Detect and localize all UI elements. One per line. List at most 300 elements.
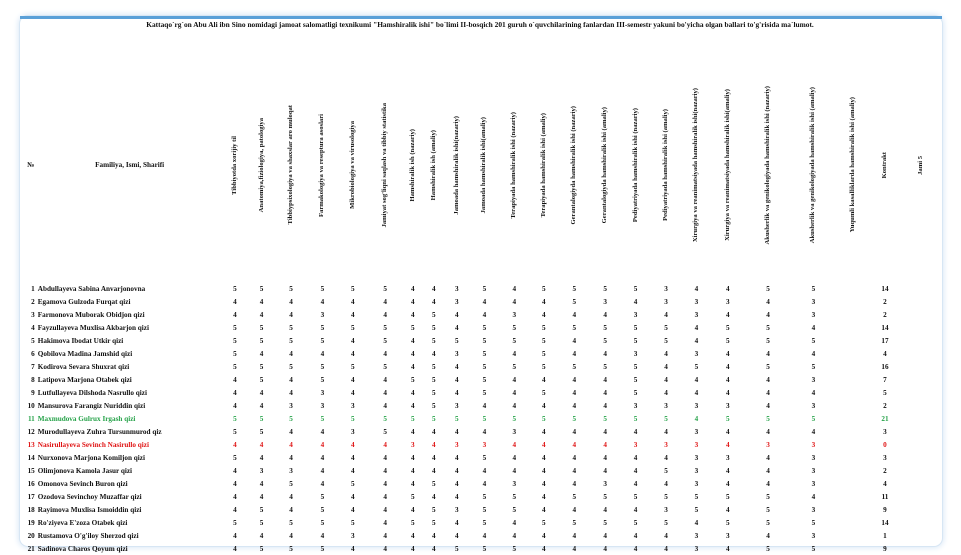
- grade-cell: 5: [512, 323, 517, 332]
- grade-cell: 3: [454, 505, 459, 514]
- grade-cell: 5: [482, 362, 487, 371]
- grade-cell: 4: [633, 479, 638, 488]
- table-row: [24, 308, 942, 321]
- grade-cell: 5: [512, 362, 517, 371]
- grade-cell: 4: [766, 375, 770, 384]
- grade-cell: 4: [410, 284, 415, 293]
- header-subject-label: Terapiyada hamshiralik ishi (amaliy): [539, 112, 547, 218]
- grade-cell: 3: [351, 401, 355, 410]
- grade-cell: 4: [512, 375, 517, 384]
- grade-cell: 4: [766, 531, 770, 540]
- header-subject-label: Pediyatriyada hamshiralik ishi (amaliy): [661, 109, 669, 221]
- grade-cell: 4: [766, 479, 770, 488]
- total-cell: 2: [883, 297, 887, 306]
- grade-cell: 3: [694, 544, 699, 553]
- grade-cell: 5: [766, 284, 770, 293]
- header-subject-wrap: [275, 48, 307, 282]
- header-subject-label: Hamshiralik ish (amaliy): [429, 129, 437, 201]
- grade-cell: 5: [320, 518, 325, 527]
- grade-cell: 4: [259, 310, 264, 319]
- grade-cell: 3: [694, 453, 699, 462]
- grade-cell: 5: [320, 284, 325, 293]
- grade-cell: 3: [725, 297, 730, 306]
- grade-cell: 4: [410, 388, 415, 397]
- grade-cell: 3: [454, 349, 459, 358]
- row-number: 9: [31, 388, 35, 397]
- grade-cell: 4: [410, 310, 415, 319]
- grade-cell: 4: [432, 453, 436, 462]
- grade-cell: 5: [259, 414, 264, 423]
- header-subject: [620, 48, 650, 282]
- grade-cell: [835, 425, 871, 438]
- total-cell: 4: [883, 349, 887, 358]
- header-subject-label: Farmakologiya va reseptura asoslari: [318, 113, 326, 217]
- grade-cell: 4: [233, 505, 237, 514]
- grade-cell: 4: [289, 440, 293, 449]
- grade-cell: 5: [664, 492, 668, 501]
- total-cell: 17: [881, 336, 889, 345]
- row-number: 13: [27, 440, 35, 449]
- header-row: [24, 48, 942, 282]
- grade-cell: 4: [572, 505, 577, 514]
- grade-cell: 5: [233, 284, 237, 293]
- grade-cell: 5: [383, 427, 387, 436]
- grade-cell: 4: [542, 531, 546, 540]
- grade-cell: 5: [694, 362, 699, 371]
- header-subject-wrap: [620, 48, 650, 282]
- grade-cell: 5: [633, 388, 638, 397]
- grade-cell: 5: [694, 505, 699, 514]
- header-subject-wrap: [248, 48, 275, 282]
- student-name: Qobilova Madina Jamshid qizi: [37, 349, 133, 358]
- header-subject-label: Xirurgiya va reanimatsiyada hamshiralik ishi(amaliy): [723, 89, 731, 241]
- grade-cell: 5: [572, 518, 577, 527]
- grade-cell: 4: [766, 310, 770, 319]
- grade-cell: 4: [572, 401, 577, 410]
- grade-cell: 5: [482, 453, 487, 462]
- grade-cell: 5: [664, 518, 668, 527]
- grade-cell: 5: [766, 492, 770, 501]
- header-subject-wrap: [835, 48, 871, 282]
- grade-cell: 4: [351, 349, 355, 358]
- grade-cell: 4: [542, 453, 546, 462]
- student-name: Nurxonova Marjona Komiljon qizi: [37, 453, 145, 462]
- grade-cell: 5: [482, 336, 487, 345]
- grade-cell: 3: [811, 479, 816, 488]
- grade-cell: 4: [259, 440, 264, 449]
- grade-cell: 4: [320, 297, 325, 306]
- header-subject: [275, 48, 307, 282]
- grade-cell: 4: [542, 297, 546, 306]
- total-cell: 3: [883, 453, 887, 462]
- total-cell: 0: [883, 440, 887, 449]
- grade-cell: 4: [694, 518, 699, 527]
- grade-cell: [835, 308, 871, 321]
- grade-cell: 5: [432, 362, 436, 371]
- grade-cell: 5: [432, 518, 436, 527]
- header-subject: [222, 48, 249, 282]
- grade-cell: 4: [664, 310, 668, 319]
- grade-cell: 4: [542, 375, 546, 384]
- grade-cell: 3: [811, 531, 816, 540]
- grade-cell: 4: [766, 388, 770, 397]
- header-subject: [744, 48, 792, 282]
- grade-cell: [835, 295, 871, 308]
- grade-cell: 4: [259, 453, 264, 462]
- grade-cell: 5: [725, 518, 730, 527]
- header-subject-wrap: [529, 48, 558, 282]
- grade-cell: 5: [725, 336, 730, 345]
- grade-cell: 4: [725, 505, 730, 514]
- header-subject-label: Mikrobiologiya va virusologiya: [348, 121, 356, 209]
- grade-cell: 5: [432, 310, 436, 319]
- grade-cell: 5: [482, 505, 487, 514]
- grade-cell: 4: [432, 297, 436, 306]
- row-number: 4: [31, 323, 35, 332]
- header-subject-label: Pediyatriyada hamshiralik ishi (nazariy): [631, 107, 639, 223]
- grade-cell: 4: [410, 531, 415, 540]
- grade-cell: 4: [432, 427, 436, 436]
- grade-cell: 4: [725, 544, 730, 553]
- grade-cell: 4: [432, 531, 436, 540]
- grade-cell: 4: [664, 362, 668, 371]
- grade-cell: 4: [320, 440, 325, 449]
- grade-cell: 5: [259, 362, 264, 371]
- grade-cell: 4: [603, 388, 607, 397]
- grade-cell: 5: [512, 544, 517, 553]
- grade-cell: 4: [233, 310, 237, 319]
- grade-cell: 5: [259, 284, 264, 293]
- grade-cell: 5: [432, 479, 436, 488]
- grade-cell: 3: [259, 466, 264, 475]
- grade-cell: [835, 282, 871, 295]
- grade-cell: 4: [542, 466, 546, 475]
- grade-cell: 3: [482, 440, 487, 449]
- grade-cell: 5: [383, 414, 387, 423]
- total-cell: 1: [883, 531, 887, 540]
- grade-cell: 4: [482, 427, 487, 436]
- grade-cell: 4: [694, 336, 699, 345]
- grade-cell: 4: [633, 297, 638, 306]
- grade-cell: 4: [383, 453, 387, 462]
- grade-cell: 4: [410, 544, 415, 553]
- student-name: Omonova Sevinch Buron qizi: [37, 479, 128, 488]
- row-number: 19: [27, 518, 35, 527]
- header-subject: [651, 48, 681, 282]
- grade-cell: 5: [383, 323, 387, 332]
- grade-cell: 4: [603, 453, 607, 462]
- grade-cell: 3: [725, 453, 730, 462]
- grade-cell: 4: [766, 401, 770, 410]
- grade-cell: 5: [289, 362, 293, 371]
- grade-cell: 4: [320, 479, 325, 488]
- grade-cell: 5: [482, 414, 487, 423]
- grade-cell: 3: [410, 440, 415, 449]
- grade-cell: 4: [351, 505, 355, 514]
- grade-cell: 4: [410, 453, 415, 462]
- grade-cell: 5: [572, 414, 577, 423]
- grade-cell: 4: [572, 466, 577, 475]
- grade-cell: 3: [320, 310, 325, 319]
- grade-cell: 4: [811, 492, 816, 501]
- table-row: [24, 438, 942, 451]
- grade-cell: 4: [383, 375, 387, 384]
- grade-cell: 3: [694, 349, 699, 358]
- row-number: 10: [27, 401, 35, 410]
- grade-cell: 5: [259, 544, 264, 553]
- grade-cell: 4: [233, 375, 237, 384]
- grade-cell: 5: [320, 505, 325, 514]
- header-subject-label: Jamiyat sog'liqni saqlash va tibbiy statistika: [381, 102, 389, 228]
- grade-cell: 4: [233, 401, 237, 410]
- grade-cell: 3: [351, 531, 355, 540]
- grade-cell: 4: [289, 349, 293, 358]
- grade-cell: 5: [351, 479, 355, 488]
- grade-cell: 3: [811, 375, 816, 384]
- header-subject-label: Anatomiya,fiziologiya, patologiya: [257, 117, 265, 213]
- grade-cell: 3: [454, 284, 459, 293]
- grade-cell: [835, 386, 871, 399]
- grade-cell: 4: [512, 453, 517, 462]
- grade-cell: 4: [603, 401, 607, 410]
- grade-cell: 4: [432, 492, 436, 501]
- grade-cell: 5: [633, 375, 638, 384]
- grade-cell: 5: [383, 362, 387, 371]
- grade-cell: 4: [410, 466, 415, 475]
- grade-cell: 5: [633, 492, 638, 501]
- grade-cell: 4: [233, 297, 237, 306]
- grade-cell: 5: [766, 323, 770, 332]
- grade-cell: 3: [664, 401, 668, 410]
- grade-cell: 5: [432, 388, 436, 397]
- grade-cell: 4: [512, 297, 517, 306]
- grade-cell: 4: [289, 297, 293, 306]
- header-subject-label: Hamshiralik ish (nazariy): [408, 128, 416, 202]
- grade-cell: 3: [664, 297, 668, 306]
- grade-cell: 4: [512, 349, 517, 358]
- grade-cell: 4: [694, 388, 699, 397]
- grade-cell: 5: [811, 362, 816, 371]
- grade-cell: [835, 438, 871, 451]
- grade-cell: 3: [633, 310, 638, 319]
- grade-cell: 4: [383, 440, 387, 449]
- grade-cell: 5: [572, 323, 577, 332]
- row-number: 14: [27, 453, 35, 462]
- grade-cell: 4: [512, 284, 517, 293]
- grade-cell: 5: [320, 492, 325, 501]
- grade-cell: 4: [572, 336, 577, 345]
- grade-cell: 4: [811, 388, 816, 397]
- grade-cell: 4: [454, 479, 459, 488]
- grade-cell: 4: [811, 349, 816, 358]
- header-subject-label: Akusherlik va genikologiyada hamshiralik ishi (amaliy): [809, 86, 817, 244]
- total-cell: 14: [881, 284, 889, 293]
- grade-cell: 4: [320, 466, 325, 475]
- total-cell: 21: [881, 414, 889, 423]
- student-name: Maxmudova Gulrux Irgash qizi: [37, 414, 136, 423]
- grade-cell: 3: [320, 401, 325, 410]
- grade-cell: 4: [482, 531, 487, 540]
- grade-cell: 4: [289, 531, 293, 540]
- grade-cell: [835, 360, 871, 373]
- header-subject-label: Kontrakt: [880, 151, 888, 179]
- grade-cell: 4: [572, 479, 577, 488]
- grade-cell: 5: [289, 284, 293, 293]
- grade-cell: 4: [383, 544, 387, 553]
- grade-cell: 5: [542, 349, 546, 358]
- table-row: [24, 399, 942, 412]
- grade-cell: 4: [432, 440, 436, 449]
- header-subject-label: Yuqumli kasalliklarda hamshiralik ishi (amaliy): [848, 97, 856, 233]
- grade-cell: 4: [454, 375, 459, 384]
- grade-cell: 5: [482, 323, 487, 332]
- grade-cell: 4: [633, 544, 638, 553]
- header-subject-label: Gerantalogiyda hamshiralik ishi (nazariy): [570, 105, 578, 225]
- header-subject-wrap: [500, 48, 529, 282]
- grades-table: [24, 48, 942, 555]
- grade-cell: 5: [482, 388, 487, 397]
- grade-cell: 3: [811, 310, 816, 319]
- grade-cell: 4: [233, 479, 237, 488]
- grade-cell: 4: [572, 310, 577, 319]
- grade-cell: 4: [542, 427, 546, 436]
- header-subject-wrap: [307, 48, 337, 282]
- grade-cell: 5: [633, 414, 638, 423]
- grade-cell: 4: [512, 401, 517, 410]
- grade-cell: 5: [454, 414, 459, 423]
- row-number: 1: [31, 284, 35, 293]
- grade-cell: 5: [482, 518, 487, 527]
- header-subject-wrap: [792, 48, 835, 282]
- total-cell: 4: [883, 479, 887, 488]
- grade-cell: 5: [259, 323, 264, 332]
- row-number: 6: [31, 349, 35, 358]
- grade-cell: 4: [383, 297, 387, 306]
- student-name: Sadinova Charos Qoyum qizi: [37, 544, 128, 553]
- grade-cell: 4: [259, 297, 264, 306]
- header-subject: [402, 48, 423, 282]
- student-name: Hakimova Ibodat Utkir qizi: [37, 336, 124, 345]
- grade-cell: 4: [725, 349, 730, 358]
- total-cell: 9: [883, 544, 887, 553]
- row-number: 12: [27, 427, 35, 436]
- grade-cell: 3: [725, 531, 730, 540]
- grade-cell: 4: [512, 440, 517, 449]
- grade-cell: 5: [603, 492, 607, 501]
- grade-cell: 4: [351, 375, 355, 384]
- grade-cell: 4: [766, 466, 770, 475]
- grade-cell: 5: [542, 284, 546, 293]
- grade-cell: 3: [603, 297, 607, 306]
- header-subject-label: Tibbiypsixologiya va shaxslar aro muloqat: [287, 105, 295, 225]
- grade-cell: 3: [811, 466, 816, 475]
- grade-cell: 4: [454, 362, 459, 371]
- table-row: [24, 386, 942, 399]
- grade-cell: 5: [572, 284, 577, 293]
- grade-cell: 4: [664, 349, 668, 358]
- grade-cell: 5: [454, 336, 459, 345]
- grade-cell: 5: [259, 375, 264, 384]
- header-subject-wrap: [871, 48, 900, 282]
- grade-cell: 4: [512, 466, 517, 475]
- total-cell: 3: [883, 427, 887, 436]
- grade-cell: 4: [542, 505, 546, 514]
- header-subject-wrap: [222, 48, 249, 282]
- table-row: [24, 412, 942, 425]
- grade-cell: [835, 503, 871, 516]
- grade-cell: 3: [811, 401, 816, 410]
- header-subject: [559, 48, 590, 282]
- grade-cell: 4: [259, 349, 264, 358]
- grade-cell: 4: [410, 427, 415, 436]
- grade-cell: 5: [633, 336, 638, 345]
- grade-cell: 3: [454, 440, 459, 449]
- grade-cell: 4: [320, 349, 325, 358]
- grade-cell: 4: [454, 518, 459, 527]
- grade-cell: 4: [633, 505, 638, 514]
- grade-cell: 4: [351, 453, 355, 462]
- student-name: Egamova Gulzoda Furqat qizi: [37, 297, 131, 306]
- grade-cell: 4: [259, 479, 264, 488]
- grade-cell: 4: [725, 427, 730, 436]
- grade-cell: 5: [664, 414, 668, 423]
- grade-cell: [835, 516, 871, 529]
- grade-cell: 4: [454, 492, 459, 501]
- grade-cell: 5: [482, 375, 487, 384]
- grade-cell: 5: [766, 518, 770, 527]
- header-subject: [248, 48, 275, 282]
- grade-cell: 5: [383, 284, 387, 293]
- total-cell: 14: [881, 518, 889, 527]
- grade-cell: 4: [766, 453, 770, 462]
- table-row: [24, 542, 942, 555]
- grade-cell: 4: [542, 310, 546, 319]
- grade-cell: 4: [694, 284, 699, 293]
- header-subject: [338, 48, 368, 282]
- grade-cell: 5: [320, 336, 325, 345]
- grade-cell: 5: [432, 414, 436, 423]
- grade-cell: 4: [603, 349, 607, 358]
- grade-cell: 4: [410, 479, 415, 488]
- grade-cell: 5: [542, 362, 546, 371]
- grade-cell: 4: [694, 323, 699, 332]
- grade-cell: 3: [664, 505, 668, 514]
- grade-cell: 3: [811, 453, 816, 462]
- total-cell: 2: [883, 401, 887, 410]
- grade-cell: 3: [811, 505, 816, 514]
- grade-cell: 5: [233, 427, 237, 436]
- grade-cell: 4: [432, 284, 436, 293]
- grade-cell: 4: [572, 531, 577, 540]
- grade-cell: 5: [512, 414, 517, 423]
- grade-cell: 4: [383, 505, 387, 514]
- grade-cell: 5: [410, 492, 415, 501]
- grade-cell: 4: [811, 323, 816, 332]
- grade-cell: 5: [259, 518, 264, 527]
- header-subject: [590, 48, 620, 282]
- grade-cell: 5: [633, 518, 638, 527]
- grade-cell: 4: [454, 531, 459, 540]
- grade-cell: [835, 412, 871, 425]
- grade-cell: 5: [320, 544, 325, 553]
- grade-cell: 4: [383, 492, 387, 501]
- header-subject: [444, 48, 469, 282]
- grade-cell: 4: [233, 492, 237, 501]
- grade-cell: 4: [410, 362, 415, 371]
- document-title: Kattaqo`rg`on Abu Ali ibn Sino nomidagi jamoat salomatligi texnikumi "Hamshiralik ishi" bo`limi II-bosqich 201 guruh o`quvchilarining fanlardan III-semestr yakuni bo'yicha olgan ballari to'g'risida ma`lumot.: [146, 20, 814, 29]
- grade-cell: 5: [542, 388, 546, 397]
- grade-cell: [835, 373, 871, 386]
